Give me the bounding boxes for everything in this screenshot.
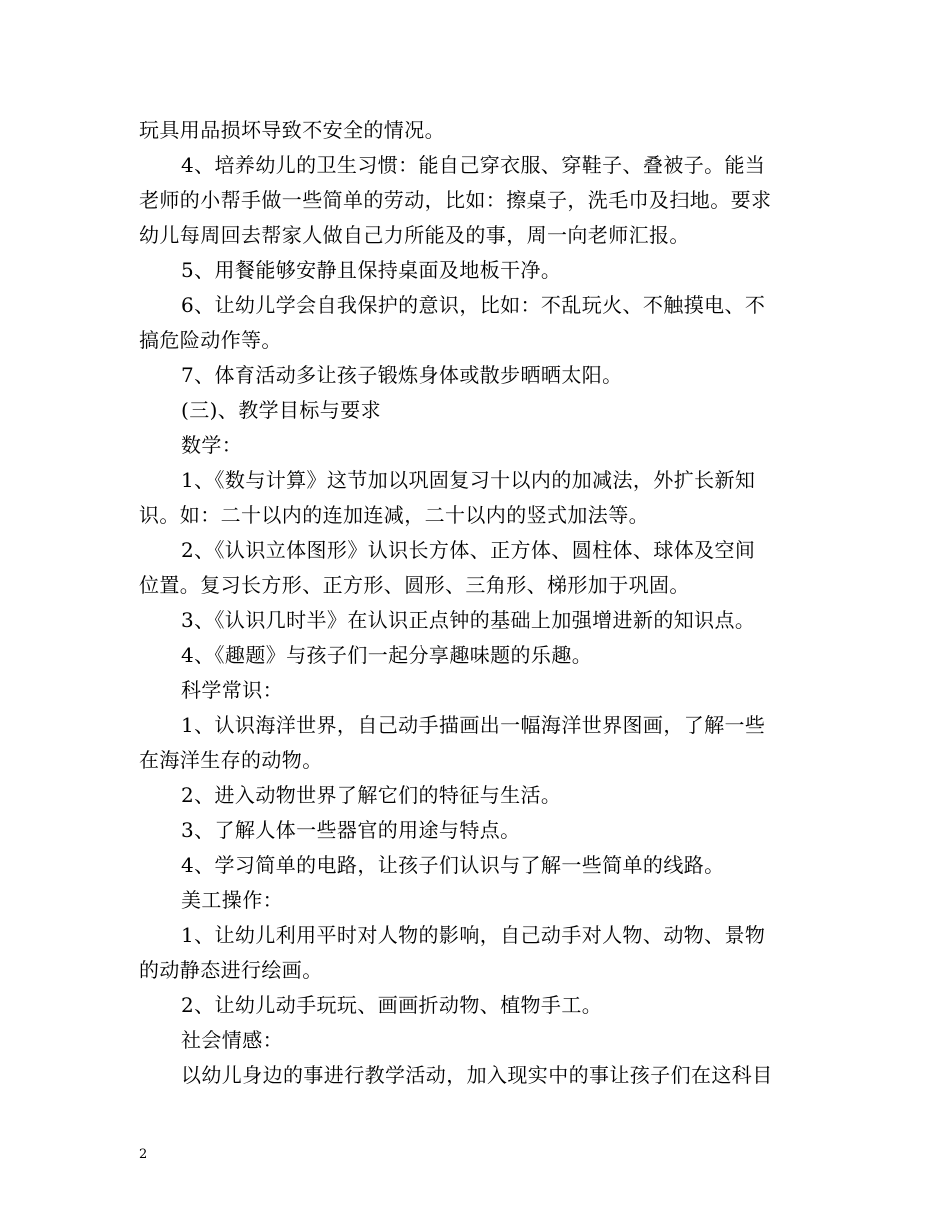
text-line: 4、培养幼儿的卫生习惯：能自己穿衣服、穿鞋子、叠被子。能当 <box>181 153 766 177</box>
text-line: 2、《认识立体图形》认识长方体、正方体、圆柱体、球体及空间 <box>181 538 756 562</box>
text-line: 以幼儿身边的事进行教学活动，加入现实中的事让孩子们在这科目 <box>181 1063 773 1087</box>
text-line: 1、认识海洋世界，自己动手描画出一幅海洋世界图画，了解一些 <box>181 713 766 737</box>
text-line: 7、体育活动多让孩子锻炼身体或散步晒晒太阳。 <box>181 363 623 387</box>
subsection-heading: 社会情感： <box>181 1028 283 1052</box>
text-line: 2、进入动物世界了解它们的特征与生活。 <box>181 783 562 807</box>
text-line: 玩具用品损坏导致不安全的情况。 <box>139 118 445 142</box>
text-line: 4、学习简单的电路，让孩子们认识与了解一些简单的线路。 <box>181 853 725 877</box>
text-line: 3、了解人体一些器官的用途与特点。 <box>181 818 521 842</box>
text-line: 识。如：二十以内的连加连减，二十以内的竖式加法等。 <box>139 503 649 527</box>
text-line: 的动静态进行绘画。 <box>139 958 323 982</box>
text-line: 1、让幼儿利用平时对人物的影响，自己动手对人物、动物、景物 <box>181 923 766 947</box>
text-line: 3、《认识几时半》在认识正点钟的基础上加强增进新的知识点。 <box>181 608 756 632</box>
subsection-heading: 数学： <box>181 433 243 457</box>
text-line: 搞危险动作等。 <box>139 328 282 352</box>
section-heading: (三)、教学目标与要求 <box>181 398 382 422</box>
page-number: 2 <box>139 1147 148 1162</box>
text-line: 老师的小帮手做一些简单的劳动，比如：擦桌子，洗毛巾及扫地。要求 <box>139 188 772 212</box>
subsection-heading: 科学常识： <box>181 678 283 702</box>
text-line: 6、让幼儿学会自我保护的意识，比如：不乱玩火、不触摸电、不 <box>181 293 766 317</box>
document-body <box>139 113 815 1093</box>
text-line: 4、《趣题》与孩子们一起分享趣味题的乐趣。 <box>181 643 593 667</box>
text-line: 5、用餐能够安静且保持桌面及地板干净。 <box>181 258 562 282</box>
text-line: 在海洋生存的动物。 <box>139 748 323 772</box>
subsection-heading: 美工操作： <box>181 888 283 912</box>
text-line: 1、《数与计算》这节加以巩固复习十以内的加减法，外扩长新知 <box>181 468 756 492</box>
text-line: 幼儿每周回去帮家人做自己力所能及的事，周一向老师汇报。 <box>139 223 690 247</box>
text-line: 位置。复习长方形、正方形、圆形、三角形、梯形加于巩固。 <box>139 573 690 597</box>
text-line: 2、让幼儿动手玩玩、画画折动物、植物手工。 <box>181 993 603 1017</box>
